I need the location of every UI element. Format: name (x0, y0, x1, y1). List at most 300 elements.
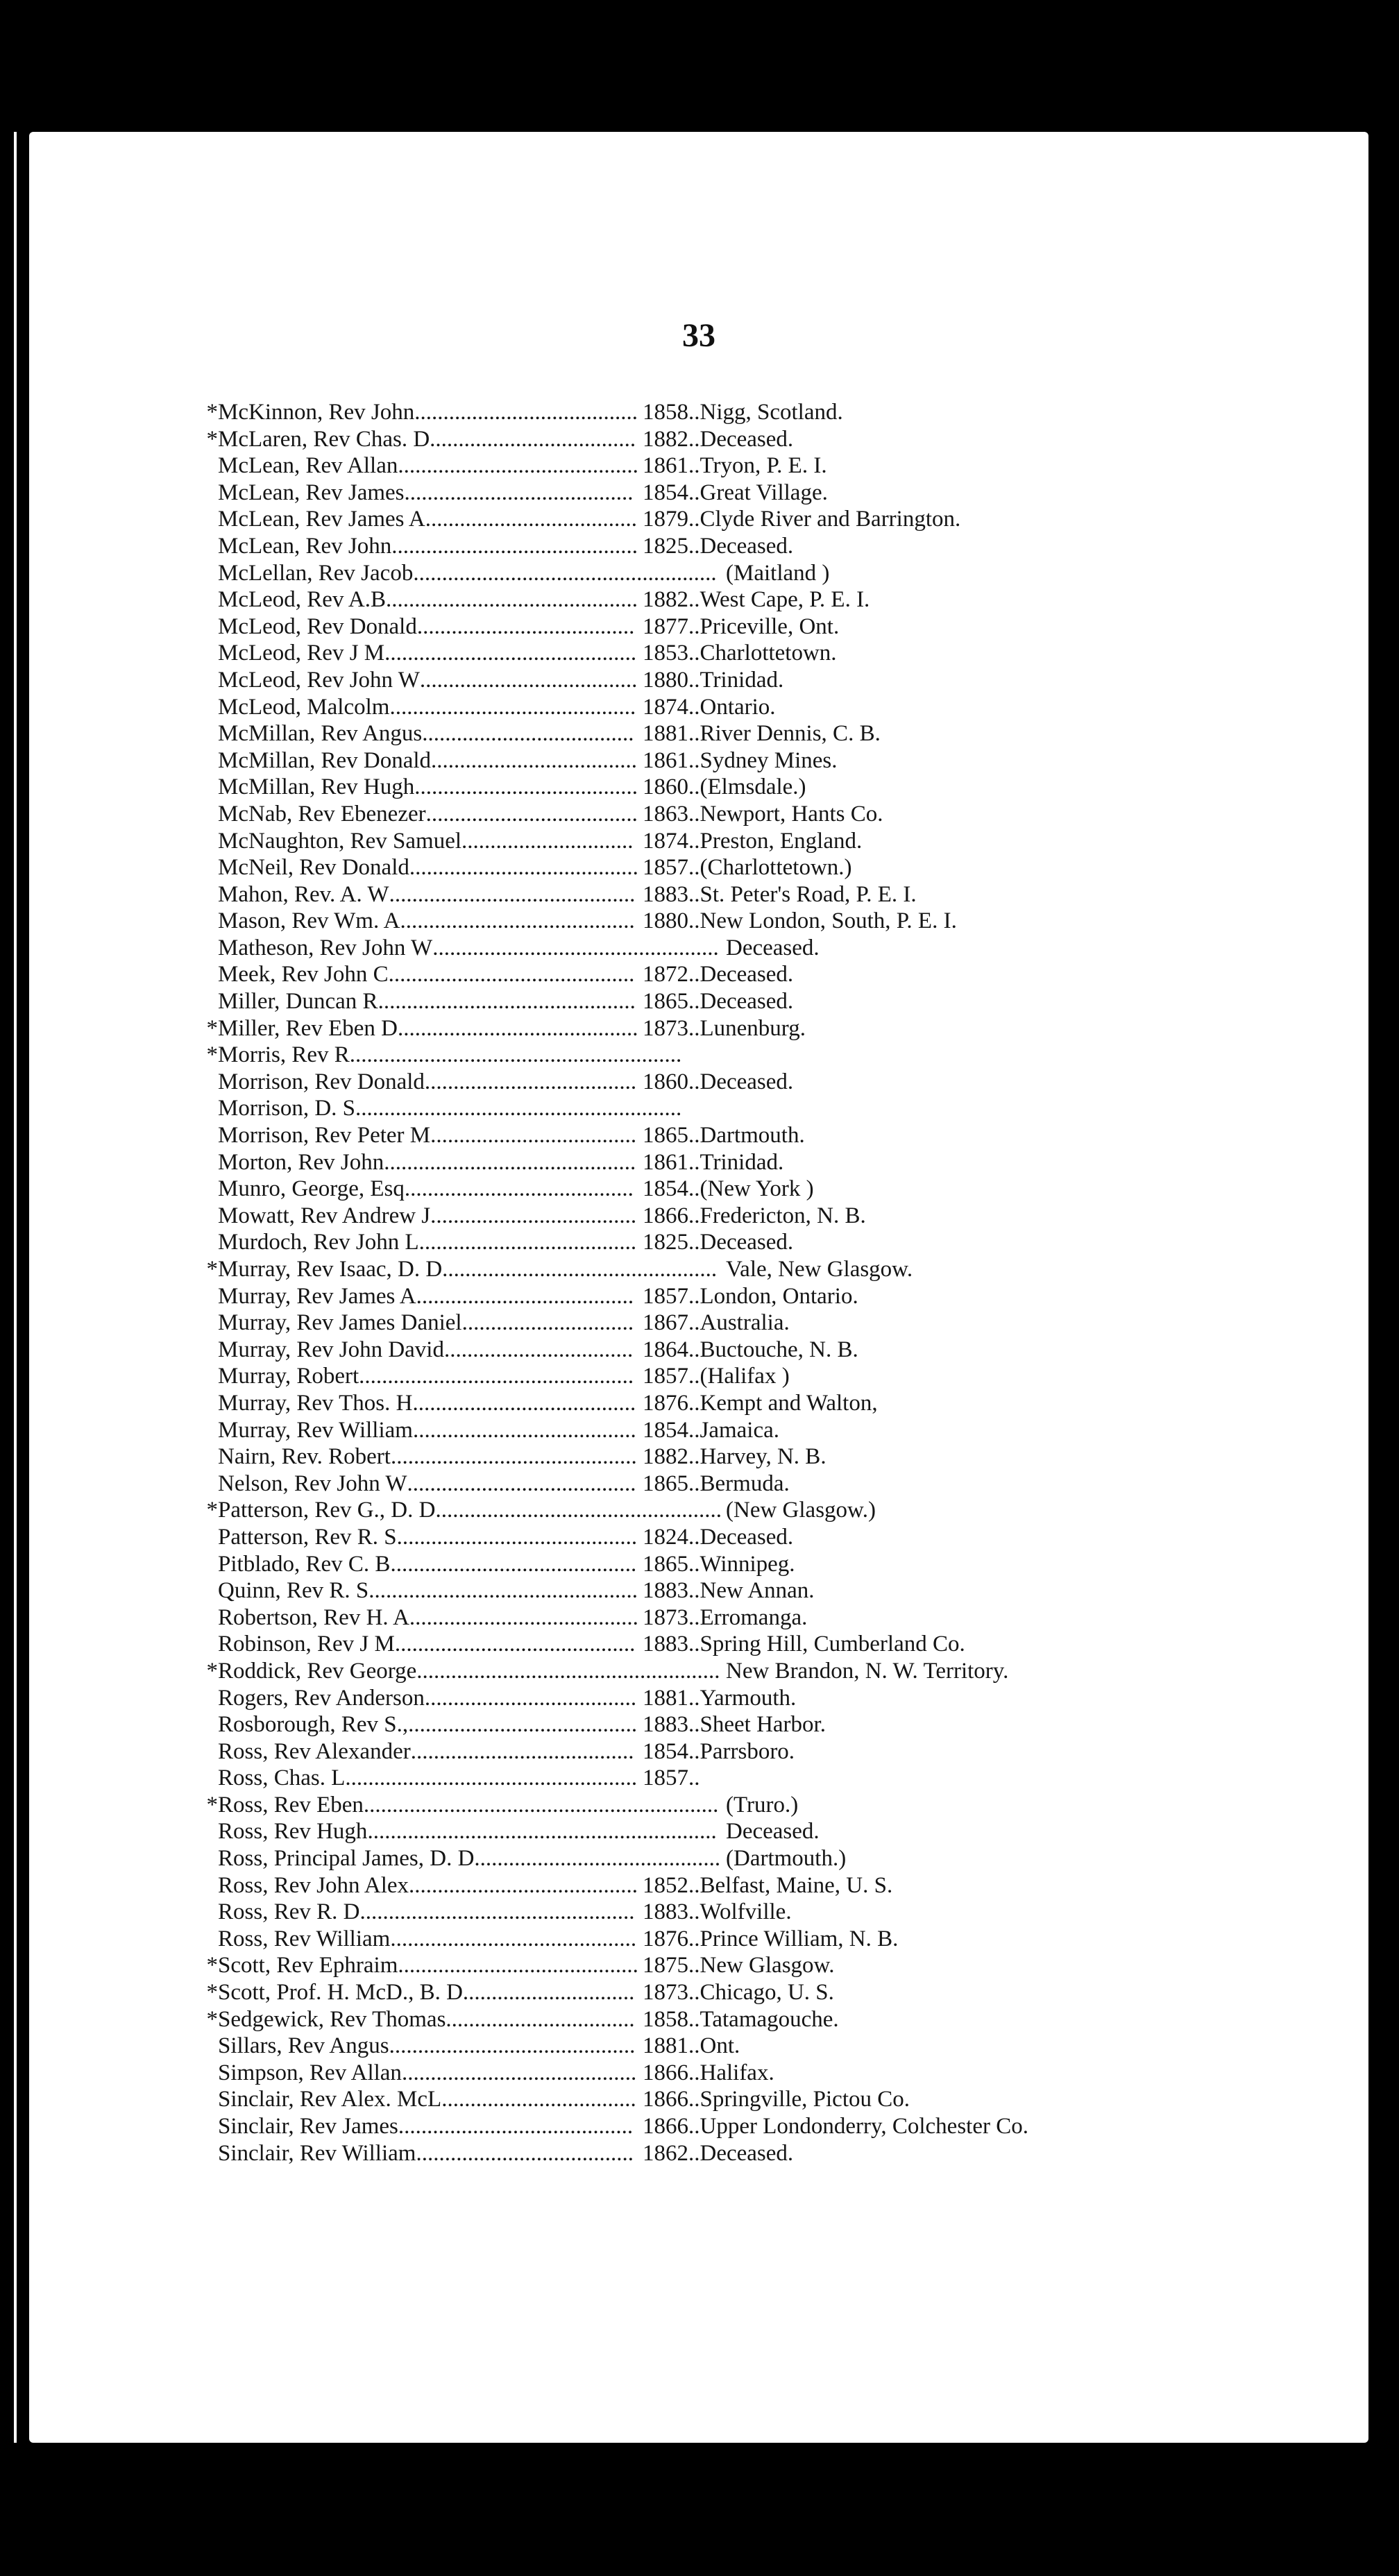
list-item (218, 1899, 1028, 1926)
entry-year: 1882 (643, 426, 688, 452)
entry-name: McLean, Rev Allan (218, 453, 398, 479)
entry-name: Mason, Rev Wm. A (218, 908, 400, 934)
entry-name: Patterson, Rev R. S (218, 1524, 397, 1550)
entry-year: 1854 (643, 1417, 688, 1443)
deceased-star-marker: * (206, 1257, 218, 1282)
list-item (218, 1337, 1028, 1364)
entry-name: Miller, Duncan R (218, 989, 378, 1015)
dot-leader: ..................................... (424, 1685, 637, 1711)
entry-place: Buctouche, N. B. (700, 1337, 858, 1362)
entry-year: 1862 (643, 2140, 688, 2166)
dot-leader: ......................................... (398, 2114, 634, 2139)
dot-separator: .. (688, 1337, 700, 1362)
dot-leader: ........................................... (389, 881, 636, 907)
entry-year: 1873 (643, 1604, 688, 1630)
list-item (218, 1069, 1028, 1096)
entry-place: Deceased. (700, 1230, 794, 1255)
entry-year: 1865 (643, 1123, 688, 1149)
list-item (218, 480, 1028, 507)
entry-name: Sillars, Rev Angus (218, 2033, 389, 2059)
list-item (218, 1390, 1028, 1417)
dot-leader: ...................................... (416, 613, 635, 639)
dot-leader: ........................................ (409, 1604, 638, 1630)
entry-place: St. Peter's Road, P. E. I. (700, 881, 917, 907)
dot-separator: .. (688, 1176, 700, 1202)
dot-leader: ..................................................... (413, 560, 717, 586)
entry-name: McLeod, Malcolm (218, 694, 390, 720)
dot-leader: ........................................ (407, 1471, 636, 1496)
entry-year: 1881 (643, 721, 688, 747)
entry-name: Murray, Rev Thos. H (218, 1390, 413, 1416)
deceased-star-marker: * (206, 1042, 218, 1068)
dot-leader: ...................................... (418, 1230, 637, 1255)
dot-leader: .......................................... (396, 1524, 638, 1550)
dot-separator: .. (688, 667, 700, 693)
list-item (218, 2033, 1028, 2060)
deceased-star-marker: * (206, 400, 218, 425)
entry-place: (Charlottetown.) (700, 855, 852, 881)
dot-separator: .. (688, 2114, 700, 2139)
dot-leader: ........................................... (390, 1551, 637, 1577)
list-item (218, 1310, 1028, 1337)
dot-separator: .. (688, 1390, 700, 1416)
entry-place: (Halifax ) (700, 1364, 790, 1389)
dot-separator: .. (688, 1712, 700, 1738)
entry-name: Quinn, Rev R. S (218, 1578, 369, 1604)
entry-year: 1883 (643, 1632, 688, 1657)
list-item (218, 774, 1028, 801)
entry-place: Spring Hill, Cumberland Co. (700, 1632, 965, 1657)
entry-place: Australia. (700, 1310, 790, 1336)
entry-name: Murray, Rev Isaac, D. D (218, 1257, 443, 1282)
entry-year: 1854 (643, 480, 688, 505)
entry-place: Newport, Hants Co. (700, 801, 883, 827)
entry-year: 1854 (643, 1176, 688, 1202)
entry-year: 1858 (643, 400, 688, 425)
entry-name: Munro, George, Esq (218, 1176, 405, 1202)
entry-year: 1883 (643, 881, 688, 907)
entry-place: Sydney Mines. (700, 747, 838, 773)
dot-leader: .......................................................... (349, 1042, 682, 1068)
entry-name: McLaren, Rev Chas. D (218, 426, 430, 452)
entry-place: Belfast, Maine, U. S. (700, 1872, 893, 1898)
dot-separator: .. (688, 721, 700, 747)
list-item (218, 1631, 1028, 1658)
list-item (218, 667, 1028, 694)
entry-year: 1860 (643, 774, 688, 800)
deceased-star-marker: * (206, 1498, 218, 1523)
entry-year: 1882 (643, 587, 688, 613)
entry-name: McMillan, Rev Hugh (218, 774, 415, 800)
list-item (206, 399, 1028, 426)
entry-place: Wolfville. (700, 1899, 792, 1925)
entry-year: 1853 (643, 641, 688, 666)
dot-separator: .. (688, 908, 700, 934)
entry-year: 1861 (643, 453, 688, 479)
entry-name: McNaughton, Rev Samuel (218, 828, 462, 854)
entry-place: Parrsboro. (700, 1738, 795, 1764)
dot-leader: .......................................... (394, 1632, 636, 1657)
entry-name: Ross, Rev William (218, 1926, 391, 1951)
list-item (218, 1524, 1028, 1551)
entry-year: 1857 (643, 1765, 688, 1791)
dot-separator: .. (688, 453, 700, 479)
entry-place: Priceville, Ont. (700, 613, 840, 639)
dot-leader: ........................................... (391, 533, 638, 559)
entry-place: Deceased. (700, 1069, 794, 1094)
list-item (218, 961, 1028, 988)
register-list (206, 399, 1028, 2167)
list-item (218, 1471, 1028, 1498)
list-item (218, 1926, 1028, 1953)
entry-name: Nairn, Rev. Robert (218, 1444, 391, 1470)
entry-place: (Maitland ) (726, 560, 830, 586)
entry-year: 1876 (643, 1390, 688, 1416)
entry-year: 1874 (643, 828, 688, 854)
entry-place: (New Glasgow.) (726, 1498, 876, 1523)
entry-year: 1882 (643, 1444, 688, 1470)
entry-name: Matheson, Rev John W (218, 935, 433, 960)
list-item (218, 1283, 1028, 1310)
dot-separator: .. (688, 828, 700, 854)
entry-place: Deceased. (726, 1819, 820, 1845)
dot-leader: ........................................... (474, 1846, 721, 1872)
entry-year: 1874 (643, 694, 688, 720)
list-item (206, 1497, 1028, 1524)
dot-separator: .. (688, 1899, 700, 1925)
dot-separator: .. (688, 1364, 700, 1389)
entry-name: McNeil, Rev Donald (218, 855, 409, 881)
list-item (218, 2140, 1028, 2167)
dot-leader: ............................................ (384, 1149, 636, 1175)
dot-leader: ............................................... (368, 1578, 638, 1604)
entry-place: Erromanga. (700, 1604, 808, 1630)
entry-place: Fredericton, N. B. (700, 1203, 866, 1228)
dot-leader: ................................................ (442, 1257, 718, 1282)
deceased-star-marker: * (206, 1980, 218, 2006)
entry-year: 1876 (643, 1926, 688, 1951)
list-item (206, 1792, 1028, 1819)
list-item (218, 1417, 1028, 1444)
list-item (218, 1604, 1028, 1632)
dot-leader: ............................................ (384, 641, 637, 666)
entry-year: 1883 (643, 1578, 688, 1604)
entry-year: 1883 (643, 1899, 688, 1925)
list-item (218, 801, 1028, 828)
dot-leader: .................................... (430, 1203, 637, 1228)
entry-name: Ross, Rev R. D (218, 1899, 360, 1925)
entry-name: Sinclair, Rev Alex. McL (218, 2087, 442, 2112)
entry-year: 1857 (643, 1283, 688, 1309)
entry-name: Murray, Robert (218, 1364, 359, 1389)
entry-place: Chicago, U. S. (700, 1980, 834, 2006)
entry-place: Kempt and Walton, (700, 1390, 878, 1416)
dot-separator: .. (688, 2033, 700, 2059)
list-item (218, 1818, 1028, 1845)
deceased-star-marker: * (206, 1015, 218, 1041)
list-item (218, 2086, 1028, 2113)
entry-name: McMillan, Rev Angus (218, 721, 423, 747)
list-item (218, 1203, 1028, 1230)
list-item (218, 908, 1028, 935)
entry-year: 1880 (643, 908, 688, 934)
list-item (218, 640, 1028, 667)
entry-name: McLean, Rev John (218, 533, 392, 559)
dot-separator: .. (688, 1069, 700, 1094)
entry-name: Patterson, Rev G., D. D (218, 1498, 436, 1523)
entry-year: 1863 (643, 801, 688, 827)
list-item (218, 694, 1028, 721)
entry-year: 1866 (643, 2087, 688, 2112)
dot-leader: ..................................... (425, 507, 638, 532)
entry-name: Sinclair, Rev William (218, 2140, 416, 2166)
deceased-star-marker: * (206, 1658, 218, 1684)
dot-separator: .. (688, 1524, 700, 1550)
dot-leader: ....................................... (410, 1738, 634, 1764)
entry-name: Sinclair, Rev James (218, 2114, 398, 2139)
entry-name: Meek, Rev John C (218, 962, 389, 988)
entry-year: 1857 (643, 1364, 688, 1389)
dot-leader: ......................................... (400, 908, 635, 934)
entry-place: (New York ) (700, 1176, 814, 1202)
dot-leader: ....................................... (412, 1390, 636, 1416)
entry-name: Mowatt, Rev Andrew J (218, 1203, 431, 1228)
entry-year: 1879 (643, 507, 688, 532)
deceased-star-marker: * (206, 2006, 218, 2032)
entry-place: New Brandon, N. W. Territory. (726, 1658, 1009, 1684)
list-item (218, 720, 1028, 747)
entry-place: Deceased. (700, 989, 794, 1015)
entry-name: Mahon, Rev. A. W (218, 881, 389, 907)
dot-leader: ........................................ (409, 1872, 638, 1898)
entry-place: Springville, Pictou Co. (700, 2087, 910, 2112)
entry-place: River Dennis, C. B. (700, 721, 881, 747)
dot-separator: .. (688, 1149, 700, 1175)
entry-place: Dartmouth. (700, 1123, 805, 1149)
entry-place: Deceased. (726, 935, 820, 960)
entry-name: McLeod, Rev Donald (218, 613, 417, 639)
dot-separator: .. (688, 533, 700, 559)
entry-year: 1880 (643, 667, 688, 693)
entry-year: 1865 (643, 1471, 688, 1496)
dot-leader: ..................................................... (416, 1658, 720, 1684)
dot-leader: ....................................... (412, 1417, 636, 1443)
page-number: 33 (682, 317, 715, 354)
dot-separator: .. (688, 1444, 700, 1470)
entry-place: Yarmouth. (700, 1685, 797, 1711)
dot-leader: ..................................... (424, 1069, 637, 1094)
entry-place: West Cape, P. E. I. (700, 587, 870, 613)
entry-place: Deceased. (700, 533, 794, 559)
entry-year: 1854 (643, 1738, 688, 1764)
entry-name: Ross, Rev Eben (218, 1792, 364, 1817)
entry-place: Jamaica. (700, 1417, 780, 1443)
list-item (218, 988, 1028, 1015)
entry-name: Miller, Rev Eben D (218, 1015, 398, 1041)
dot-separator: .. (688, 2087, 700, 2112)
dot-separator: .. (688, 801, 700, 827)
entry-name: Scott, Rev Ephraim (218, 1953, 398, 1978)
entry-year: 1866 (643, 1203, 688, 1228)
entry-place: Ont. (700, 2033, 740, 2059)
entry-year: 1866 (643, 2114, 688, 2139)
list-item (218, 2113, 1028, 2140)
entry-place: London, Ontario. (700, 1283, 858, 1309)
list-item (206, 1015, 1028, 1042)
dot-separator: .. (688, 613, 700, 639)
entry-name: Pitblado, Rev C. B (218, 1551, 391, 1577)
dot-leader: ......................................... (401, 2060, 637, 2085)
entry-name: Sedgewick, Rev Thomas (218, 2006, 446, 2032)
entry-year: 1864 (643, 1337, 688, 1362)
dot-separator: .. (688, 1551, 700, 1577)
deceased-star-marker: * (206, 1953, 218, 1978)
dot-separator: .. (688, 962, 700, 988)
dot-separator: .. (688, 1632, 700, 1657)
dot-leader: .................................... (430, 1123, 637, 1149)
dot-separator: .. (688, 1230, 700, 1255)
dot-separator: .. (688, 1310, 700, 1336)
list-item (206, 1658, 1028, 1685)
list-item (218, 1363, 1028, 1390)
entry-place: (Elmsdale.) (700, 774, 806, 800)
dot-leader: ................................................... (345, 1765, 638, 1791)
dot-separator: .. (688, 400, 700, 425)
entry-place: New Annan. (700, 1578, 815, 1604)
entry-place: Deceased. (700, 1524, 794, 1550)
list-item (218, 2060, 1028, 2087)
dot-leader: .................................................. (435, 1498, 722, 1523)
dot-leader: ..................................... (422, 721, 634, 747)
list-item (206, 1042, 1028, 1069)
entry-place: Great Village. (700, 480, 828, 505)
entry-place: Tryon, P. E. I. (700, 453, 827, 479)
list-item (218, 586, 1028, 613)
list-item (218, 747, 1028, 774)
dot-leader: .................................................. (432, 935, 719, 960)
list-item (218, 1711, 1028, 1738)
dot-separator: .. (688, 1203, 700, 1228)
dot-separator: .. (688, 694, 700, 720)
entry-place: Preston, England. (700, 828, 863, 854)
list-item (218, 1149, 1028, 1176)
dot-leader: .............................. (462, 1980, 635, 2006)
entry-year: 1861 (643, 1149, 688, 1175)
entry-year: 1866 (643, 2060, 688, 2085)
entry-place: Prince William, N. B. (700, 1926, 899, 1951)
entry-place: Vale, New Glasgow. (726, 1257, 913, 1282)
entry-name: Ross, Chas. L (218, 1765, 346, 1791)
list-item (218, 1176, 1028, 1203)
dot-separator: .. (688, 1926, 700, 1951)
dot-leader: ........................................... (389, 694, 636, 720)
list-item (218, 1765, 1028, 1792)
entry-year: 1860 (643, 1069, 688, 1094)
entry-year: 1825 (643, 1230, 688, 1255)
entry-year: 1825 (643, 533, 688, 559)
dot-leader: ........................................ (408, 1712, 638, 1738)
entry-name: McLeod, Rev John W (218, 667, 420, 693)
dot-separator: .. (688, 2006, 700, 2032)
dot-separator: .. (688, 480, 700, 505)
entry-name: Ross, Rev John Alex (218, 1872, 409, 1898)
entry-year: 1875 (643, 1953, 688, 1978)
dot-separator: .. (688, 1123, 700, 1149)
dot-leader: ............................................ (385, 587, 638, 613)
entry-name: Murray, Rev William (218, 1417, 413, 1443)
dot-separator: .. (688, 747, 700, 773)
dot-leader: ....................................... (414, 400, 638, 425)
dot-separator: .. (688, 2140, 700, 2166)
dot-separator: .. (688, 507, 700, 532)
entry-place: New London, South, P. E. I. (700, 908, 957, 934)
list-item (206, 1952, 1028, 1979)
dot-leader: .......................................... (397, 1015, 638, 1041)
dot-separator: .. (688, 855, 700, 881)
entry-place: New Glasgow. (700, 1953, 835, 1978)
entry-name: McNab, Rev Ebenezer (218, 801, 426, 827)
entry-place: Upper Londonderry, Colchester Co. (700, 2114, 1028, 2139)
entry-year: 1861 (643, 747, 688, 773)
list-item (218, 828, 1028, 855)
dot-separator: .. (688, 1578, 700, 1604)
dot-leader: ............................................................. (367, 1819, 717, 1845)
dot-leader: ................................. (446, 2006, 635, 2032)
entry-place: Ontario. (700, 694, 776, 720)
dot-leader: .............................................................. (363, 1792, 719, 1817)
entry-year: 1852 (643, 1872, 688, 1898)
dot-separator: .. (688, 1765, 700, 1791)
list-item (218, 506, 1028, 533)
dot-leader: .............................. (461, 1310, 634, 1336)
dot-leader: .................................... (430, 426, 636, 452)
dot-separator: .. (688, 989, 700, 1015)
entry-place: Harvey, N. B. (700, 1444, 826, 1470)
entry-name: Morris, Rev R (218, 1042, 350, 1068)
list-item (218, 1845, 1028, 1872)
entry-name: Morrison, Rev Peter M (218, 1123, 431, 1149)
document-page (29, 132, 1368, 2443)
dot-separator: .. (688, 1738, 700, 1764)
list-item (218, 1577, 1028, 1604)
entry-year: 1873 (643, 1015, 688, 1041)
entry-name: Ross, Rev Alexander (218, 1738, 411, 1764)
list-item (218, 1738, 1028, 1765)
dot-leader: ..................................... (425, 801, 638, 827)
dot-leader: ........................................ (409, 855, 638, 881)
list-item (218, 533, 1028, 560)
entry-year: 1883 (643, 1712, 688, 1738)
entry-name: Morton, Rev John (218, 1149, 384, 1175)
entry-name: Robinson, Rev J M (218, 1632, 395, 1657)
entry-year: 1865 (643, 1551, 688, 1577)
entry-name: McLeod, Rev A.B (218, 587, 386, 613)
dot-leader: ............................................. (378, 989, 636, 1015)
dot-separator: .. (688, 1015, 700, 1041)
entry-name: McMillan, Rev Donald (218, 747, 432, 773)
entry-name: Roddick, Rev George (218, 1658, 417, 1684)
list-item (218, 1095, 1028, 1122)
dot-separator: .. (688, 1283, 700, 1309)
dot-separator: .. (688, 1953, 700, 1978)
entry-year: 1877 (643, 613, 688, 639)
list-item (206, 2006, 1028, 2033)
dot-leader: .............................. (461, 828, 634, 854)
entry-name: Murray, Rev John David (218, 1337, 444, 1362)
entry-place: Lunenburg. (700, 1015, 806, 1041)
entry-year: 1881 (643, 1685, 688, 1711)
entry-place: Deceased. (700, 2140, 794, 2166)
